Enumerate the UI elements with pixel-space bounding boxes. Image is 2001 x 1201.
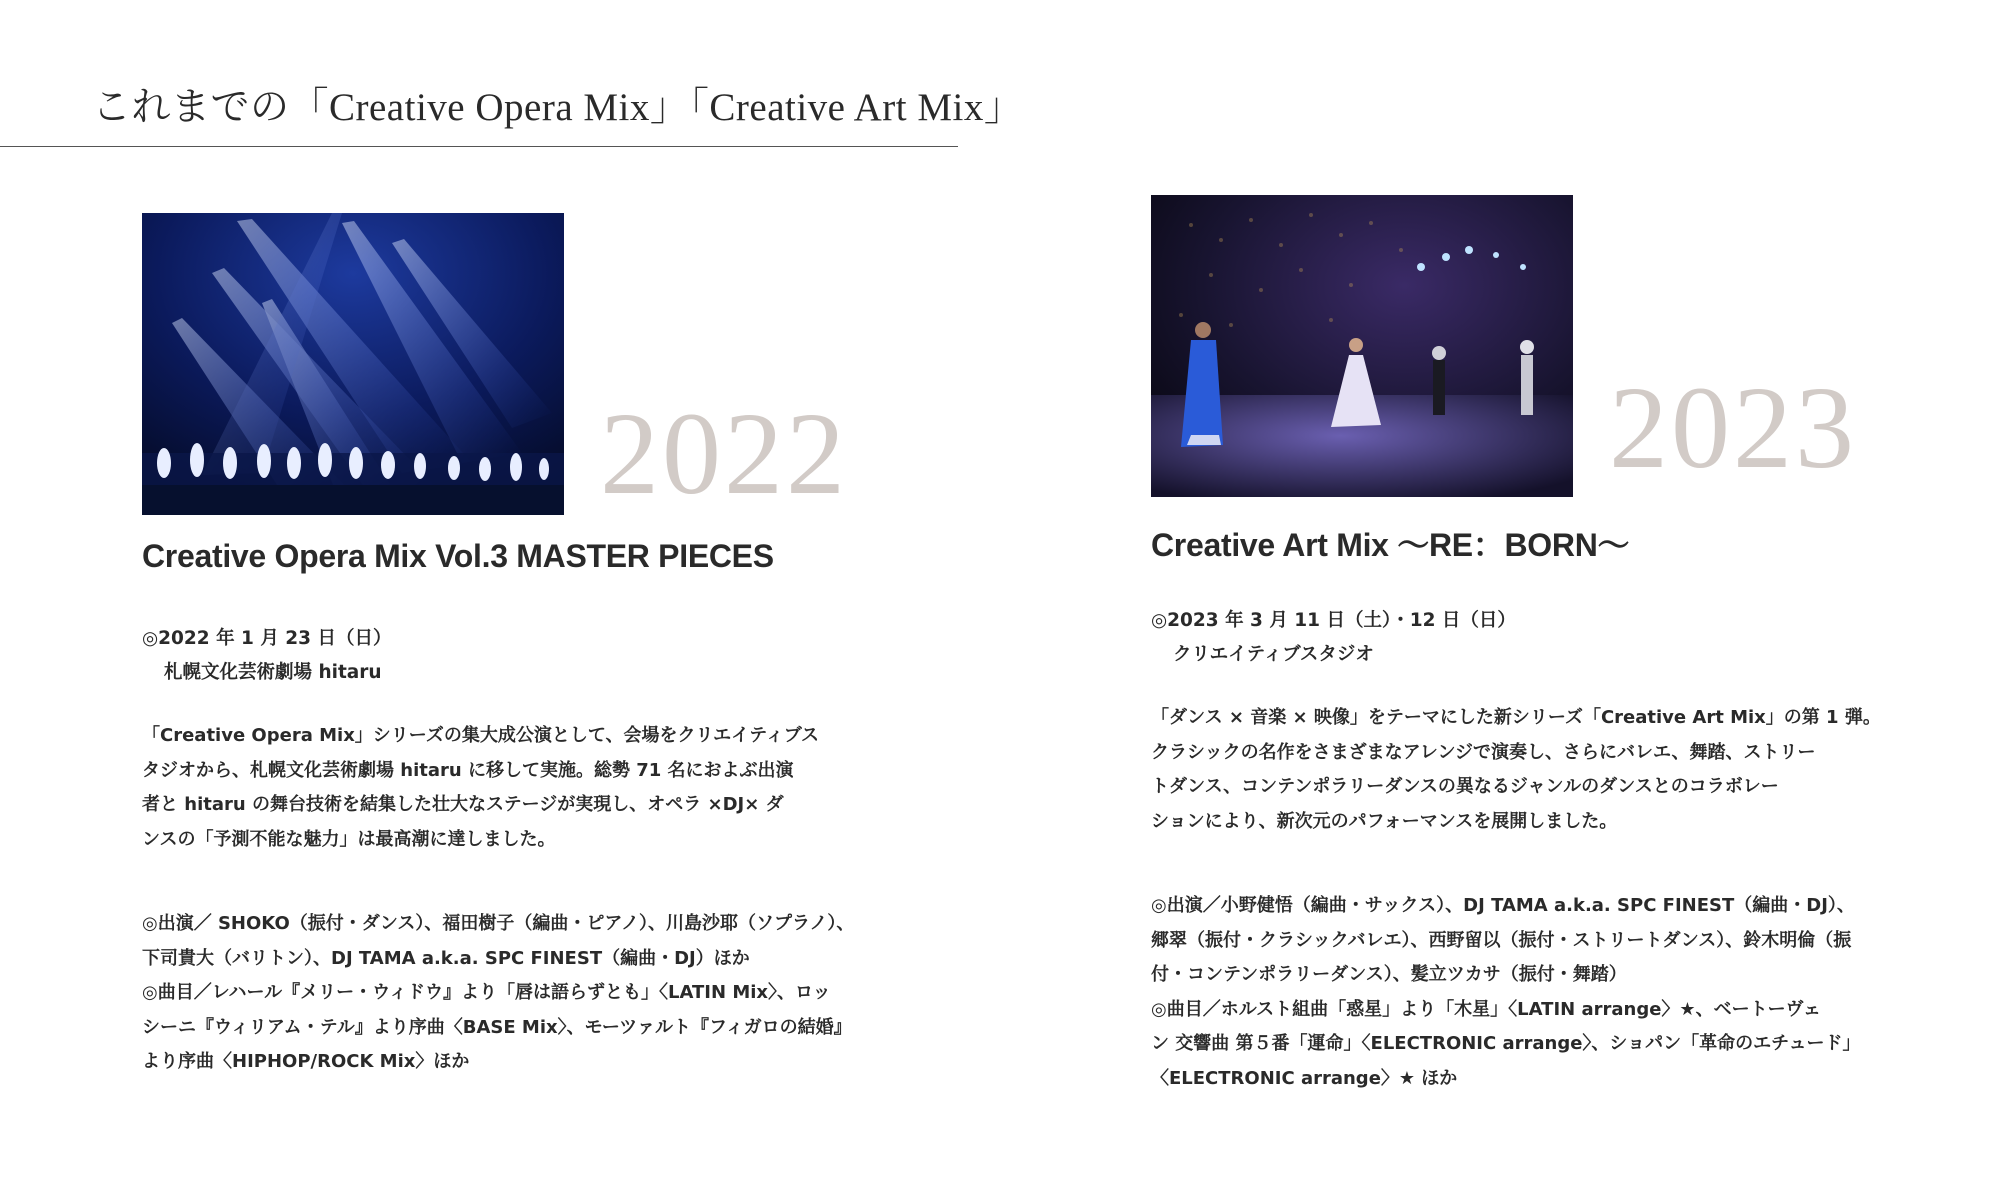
event-date: ◎2023 年 3 月 11 日（土）・12 日（日） [1151, 610, 1516, 631]
event-title: Creative Opera Mix Vol.3 MASTER PIECES [142, 538, 774, 574]
description-line: 「ダンス × 音楽 × 映像」をテーマにした新シリーズ「Creative Art Mix」の第 1 弾。 [1151, 707, 1881, 728]
year-label: 2022 [600, 388, 848, 519]
credit-line: より序曲〈HIPHOP/ROCK Mix〉ほか [142, 1051, 470, 1072]
event-description [1151, 701, 1891, 839]
description-line: ンスの「予測不能な魅力」は最高潮に達しました。 [142, 828, 556, 850]
stage-lighting-image [142, 213, 564, 515]
heading-divider [0, 146, 958, 147]
event-photo-2022 [142, 213, 564, 515]
section-heading: これまでの「Creative Opera Mix」「Creative Art Mix」 [92, 86, 1024, 129]
event-date: ◎2022 年 1 月 23 日（日） [142, 628, 392, 649]
credit-line: ◎曲目／ホルスト組曲「惑星」より「木星」〈LATIN arrange〉★、ベートーヴェ [1151, 998, 1821, 1020]
event-venue: クリエイティブスタジオ [1173, 644, 1374, 665]
credit-line: ン 交響曲 第５番「運命」〈ELECTRONIC arrange〉、ショパン「革命のエチュード」 [1151, 1033, 1861, 1054]
event-credits [1151, 889, 1891, 1096]
event-credits [142, 907, 882, 1080]
event-venue: 札幌文化芸術劇場 hitaru [164, 662, 382, 683]
event-photo-2023 [1151, 195, 1573, 497]
description-line: 「Creative Opera Mix」シリーズの集大成公演として、会場をクリエイティブス [142, 725, 820, 746]
description-line: クラシックの名作をさまざまなアレンジで演奏し、さらにバレエ、舞踏、ストリー [1151, 741, 1816, 763]
event-description [142, 719, 882, 857]
credit-line: 下司貴大（バリトン）、DJ TAMA a.k.a. SPC FINEST（編曲・DJ）ほか [142, 947, 750, 969]
description-line: ションにより、新次元のパフォーマンスを展開しました。 [1151, 810, 1618, 832]
credit-line: ◎出演／ SHOKO（振付・ダンス）、福田樹子（編曲・ピアノ）、川島沙耶（ソプラノ）、 [142, 913, 855, 934]
credit-line: 付・コンテンポラリーダンス）、髪立ツカサ（振付・舞踏） [1151, 964, 1627, 985]
credit-line: ◎曲目／レハール『メリー・ウィドウ』より「唇は語らずとも」〈LATIN Mix〉、ロッ [142, 982, 831, 1003]
event-title: Creative Art Mix 〜RE：BORN〜 [1151, 527, 1630, 563]
credit-line: 郷翠（振付・クラシックバレエ）、西野留以（振付・ストリートダンス）、鈴木明倫（振 [1151, 929, 1852, 951]
description-line: 者と hitaru の舞台技術を結集した壮大なステージが実現し、オペラ ×DJ× ダ [142, 794, 784, 815]
year-label: 2023 [1609, 362, 1857, 493]
description-line: タジオから、札幌文化芸術劇場 hitaru に移して実施。総勢 71 名におよぶ出演 [142, 759, 794, 781]
credit-line: 〈ELECTRONIC arrange〉★ ほか [1151, 1067, 1458, 1089]
stage-performance-image [1151, 195, 1573, 497]
credit-line: シーニ『ウィリアム・テル』より序曲〈BASE Mix〉、モーツァルト『フィガロの結婚』 [142, 1016, 852, 1038]
credit-line: ◎出演／小野健悟（編曲・サックス）、DJ TAMA a.k.a. SPC FINEST（編曲・DJ）、 [1151, 895, 1855, 916]
description-line: トダンス、コンテンポラリーダンスの異なるジャンルのダンスとのコラボレー [1151, 776, 1779, 797]
